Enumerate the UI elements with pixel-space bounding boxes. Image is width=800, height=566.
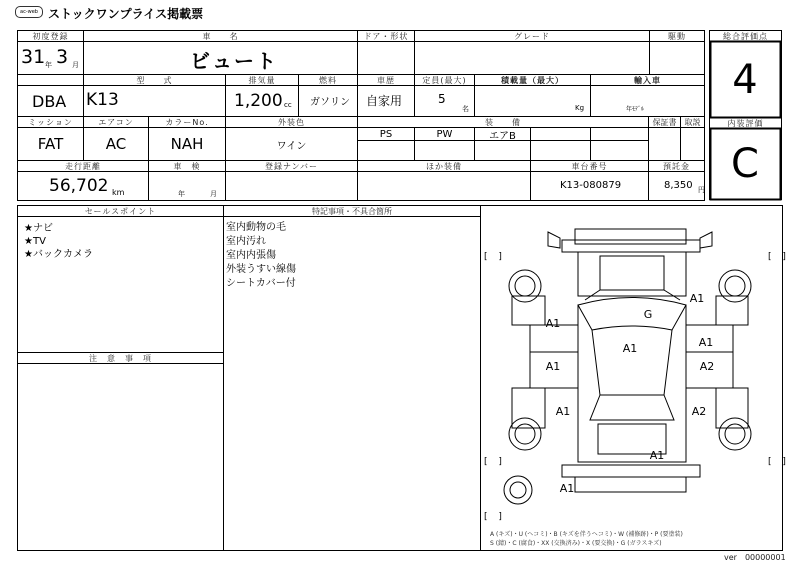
label-warranty: 保証書 [652,117,677,127]
insp-year-unit: 年 [178,190,185,198]
equip-ps: PS [379,128,393,140]
damage-code-5: A1 [545,360,561,373]
interior-grade-value: C [731,141,759,187]
label-other-equipment: ほか装備 [426,161,462,171]
label-mission: ミッション [28,117,73,127]
legend-line-1: A (キズ)・U (ヘコミ)・B (キズを伴うヘコミ)・W (補修跡)・P (要塗装) [490,531,683,538]
label-usage: 車歴 [377,75,395,85]
list-item: 室内動物の毛 [226,222,286,233]
damage-code-8: A2 [691,405,707,418]
model-code: K13 [86,90,119,110]
page-title: ストックワンプライス掲載票 [48,7,204,21]
label-interior-grade: 内装評価 [727,118,764,128]
bracket: [ ] [768,252,790,262]
bracket: [ ] [484,512,506,522]
damage-code-10: A1 [559,482,575,495]
label-exterior-color: 外装色 [278,117,305,127]
damage-code-3: A1 [622,342,638,355]
reg-year: 31 [21,46,46,68]
label-grade: グレード [514,31,550,41]
bracket: [ ] [484,457,506,467]
damage-code-2: A1 [545,317,561,330]
displacement-unit: cc [284,101,292,109]
capacity-unit: 名 [462,105,469,113]
mileage: 56,702 [49,176,109,196]
reg-month-unit: 月 [72,61,79,69]
list-item: 室内内張傷 [226,250,276,261]
import-unit: 年ﾓﾃﾞﾙ [626,106,645,113]
label-aircon: エアコン [98,117,134,127]
list-item: ★バックカメラ [24,249,93,260]
label-color-no: カラーNo. [165,117,209,127]
list-item: シートカバー付 [226,278,296,289]
label-doors-shape: ドア・形状 [363,31,409,41]
fuel: ガソリン [310,97,350,108]
legend-line-2: S (錆)・C (腐食)・XX (交換済み)・X (要交換)・G (ガラスキズ) [490,540,662,547]
label-inspection: 車 検 [173,161,201,171]
color-no: NAH [170,135,204,153]
equip-ab: エアB [489,130,516,142]
mission: FAT [37,135,64,153]
list-item: 室内汚れ [226,236,266,247]
exterior-color: ワイン [276,140,307,152]
label-overall-grade: 総合評価点 [723,31,768,41]
label-manual: 取説 [684,117,701,127]
logo-text: ac-web [20,9,38,15]
list-item: ★ナビ [24,223,53,234]
label-fuel: 燃料 [319,75,337,85]
label-deposit: 預託金 [663,161,690,171]
bracket: [ ] [768,457,790,467]
damage-code-1: G [643,308,653,321]
list-item: ★TV [24,236,46,247]
label-drive: 駆動 [668,31,686,41]
chassis-no: K13-080879 [560,180,622,191]
bracket: [ ] [484,252,506,262]
damage-code-7: A1 [555,405,571,418]
aircon: AC [105,135,127,153]
list-item: 外装うすい線傷 [226,264,296,275]
insp-month-unit: 月 [210,190,217,198]
capacity: 5 [438,92,446,106]
label-load: 積載量（最大） [501,75,564,85]
label-special-notes: 特記事項・不具合箇所 [312,206,392,216]
damage-code-6: A2 [699,360,715,373]
deposit-unit: 円 [698,186,705,194]
label-import: 輸入車 [634,75,661,85]
load-unit: Kg [575,104,585,112]
label-capacity: 定員(最大) [422,75,467,85]
label-chassis-no: 車台番号 [571,161,608,171]
reg-year-unit: 年 [45,61,52,69]
model-prefix: DBA [32,92,67,111]
label-caution: 注 意 事 項 [89,353,152,363]
label-sales-point: セールスポイント [84,206,157,216]
label-reg-plate: 登録ナンバー [264,161,319,171]
mileage-unit: km [112,188,125,197]
damage-code-0: A1 [689,292,705,305]
version-label: ver 00000001 [724,553,786,562]
damage-code-9: A1 [649,449,665,462]
displacement: 1,200 [234,91,283,111]
reg-month: 3 [56,46,69,68]
deposit: 8,350 [664,180,693,191]
car-name: ビュート [190,49,278,73]
label-equipment: 装 備 [485,117,521,127]
label-mileage: 走行距離 [65,161,101,171]
label-first-reg: 初度登録 [32,31,69,41]
overall-grade-value: 4 [732,57,758,103]
label-displacement: 排気量 [248,75,276,85]
damage-code-4: A1 [698,336,714,349]
equip-pw: PW [436,128,453,140]
usage: 自家用 [366,94,403,108]
label-car-name: 車 名 [202,31,239,41]
label-model: 型 式 [136,75,173,85]
